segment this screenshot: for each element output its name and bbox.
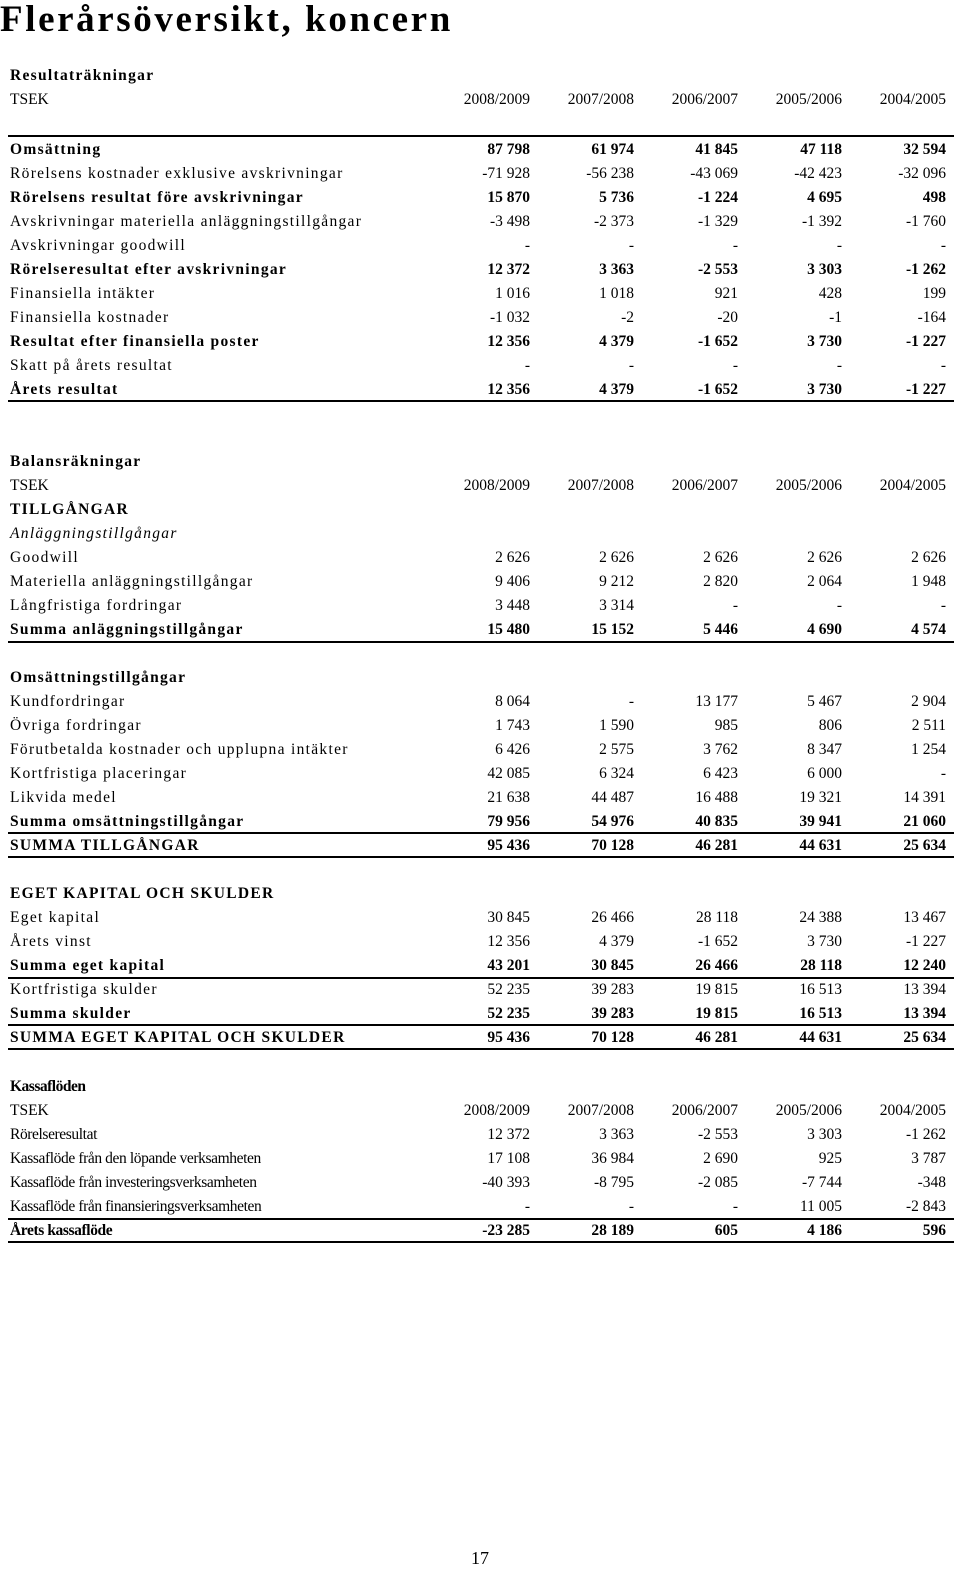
cell-value: 11 005: [799, 1198, 842, 1215]
year-header-row: [0, 474, 960, 498]
row-label: Kassaflöde från finansieringsverksamheten: [10, 1198, 262, 1215]
anl-table: [0, 546, 960, 642]
table-row: [0, 954, 960, 978]
cell-value: 4 379: [599, 933, 634, 950]
cell-value: 16 513: [799, 981, 842, 998]
year-header: 2006/2007: [671, 1102, 738, 1119]
cell-value: 1 948: [911, 573, 946, 590]
cell-value: -1 224: [697, 189, 738, 206]
unit-label: TSEK: [10, 477, 49, 494]
cell-value: 19 815: [695, 1005, 738, 1022]
table-row: [0, 570, 960, 594]
table-row: [0, 1219, 960, 1243]
cell-value: 25 634: [903, 837, 946, 854]
cell-value: 39 283: [591, 981, 634, 998]
cell-value: 5 467: [807, 693, 842, 710]
row-label: Avskrivningar goodwill: [10, 237, 186, 254]
cell-value: 16 513: [799, 1005, 842, 1022]
row-label: Materiella anläggningstillgångar: [10, 573, 254, 590]
kassa-section: [0, 1075, 960, 1123]
cell-value: 26 466: [591, 909, 634, 926]
table-row: [0, 546, 960, 570]
cell-value: -1 262: [905, 1126, 946, 1143]
cell-value: -: [628, 1198, 634, 1215]
cell-value: 3 762: [703, 741, 738, 758]
cell-value: -: [940, 765, 946, 782]
cell-value: 28 118: [800, 957, 842, 974]
kassa-table: [0, 1123, 960, 1243]
row-label: Summa anläggningstillgångar: [10, 621, 244, 638]
cell-value: 3 303: [807, 1126, 842, 1143]
cell-value: -42 423: [794, 165, 842, 182]
cell-value: 2 626: [807, 549, 842, 566]
cell-value: 8 347: [807, 741, 842, 758]
cell-value: 13 467: [903, 909, 946, 926]
row-label: Kundfordringar: [10, 693, 126, 710]
cell-value: 3 730: [807, 333, 842, 350]
resultat-heading-row: [0, 64, 960, 88]
row-label: Summa omsättningstillgångar: [10, 813, 245, 830]
cell-value: 42 085: [487, 765, 530, 782]
table-row: [0, 234, 960, 258]
year-header: 2005/2006: [775, 477, 842, 494]
cell-value: 2 690: [703, 1150, 738, 1167]
cell-value: -1 652: [697, 381, 738, 398]
cell-value: 95 436: [487, 837, 530, 854]
cell-value: -: [524, 237, 530, 254]
cell-value: -: [836, 237, 842, 254]
cell-value: -1 652: [697, 933, 738, 950]
cell-value: 12 240: [903, 957, 946, 974]
cell-value: 79 956: [487, 813, 530, 830]
section-heading: Balansräkningar: [10, 453, 142, 470]
cell-value: -1 227: [905, 933, 946, 950]
year-header-row: [0, 88, 960, 112]
cell-value: 3 363: [599, 261, 634, 278]
cell-value: 9 212: [599, 573, 634, 590]
cell-value: 1 018: [599, 285, 634, 302]
row-label: Förutbetalda kostnader och upplupna intäkter: [10, 741, 349, 758]
table-row: [0, 762, 960, 786]
cell-value: 61 974: [591, 141, 634, 158]
cell-value: 36 984: [591, 1150, 634, 1167]
cell-value: 17 108: [487, 1150, 530, 1167]
row-label: Rörelsens kostnader exklusive avskrivningar: [10, 165, 344, 182]
cell-value: 44 487: [591, 789, 634, 806]
year-header: 2004/2005: [879, 477, 946, 494]
row-label: Rörelseresultat efter avskrivningar: [10, 261, 288, 278]
table-row: [0, 594, 960, 618]
row-label: Långfristiga fordringar: [10, 597, 183, 614]
cell-value: 15 870: [487, 189, 530, 206]
resultat-table: [0, 138, 960, 402]
cell-value: 925: [818, 1150, 842, 1167]
cell-value: 13 394: [903, 1005, 946, 1022]
cell-value: 2 511: [911, 717, 946, 734]
subsection-heading: Anläggningstillgångar: [10, 525, 178, 542]
subsection-heading: TILLGÅNGAR: [10, 501, 129, 518]
divider: [8, 400, 954, 402]
cell-value: 12 372: [487, 261, 530, 278]
cell-value: 41 845: [695, 141, 738, 158]
cell-value: 70 128: [591, 1029, 634, 1046]
cell-value: -2 373: [593, 213, 634, 230]
cell-value: 2 626: [703, 549, 738, 566]
table-row: [0, 906, 960, 930]
cell-value: 806: [818, 717, 842, 734]
cell-value: 4 690: [807, 621, 842, 638]
table-row: [0, 1026, 960, 1050]
year-header: 2006/2007: [671, 91, 738, 108]
oms-heading-row: [0, 666, 960, 690]
balans-heading-row: [0, 450, 960, 474]
table-row: [0, 258, 960, 282]
cell-value: 2 626: [599, 549, 634, 566]
cell-value: -: [732, 1198, 738, 1215]
cell-value: 6 000: [807, 765, 842, 782]
cell-value: 2 064: [807, 573, 842, 590]
divider: [8, 856, 954, 858]
cell-value: 3 730: [807, 933, 842, 950]
page-title: Flerårsöversikt, koncern: [0, 0, 453, 40]
cell-value: -1 227: [905, 333, 946, 350]
cell-value: -32 096: [898, 165, 946, 182]
cell-value: 1 590: [599, 717, 634, 734]
divider: [8, 641, 954, 643]
cell-value: 30 845: [591, 957, 634, 974]
cell-value: 3 787: [911, 1150, 946, 1167]
table-row: [0, 162, 960, 186]
row-label: Årets kassaflöde: [10, 1222, 113, 1239]
cell-value: 21 060: [903, 813, 946, 830]
cell-value: 4 695: [807, 189, 842, 206]
cell-value: 428: [818, 285, 842, 302]
cell-value: 15 152: [591, 621, 634, 638]
cell-value: 3 448: [495, 597, 530, 614]
year-header: 2007/2008: [567, 477, 634, 494]
cell-value: 199: [922, 285, 946, 302]
unit-label: TSEK: [10, 1102, 49, 1119]
cell-value: 8 064: [495, 693, 530, 710]
cell-value: -71 928: [482, 165, 530, 182]
cell-value: -7 744: [801, 1174, 842, 1191]
tillgangar-heading-row: [0, 498, 960, 522]
divider: [8, 977, 954, 979]
row-label: Årets resultat: [10, 381, 119, 398]
cell-value: -2 085: [697, 1174, 738, 1191]
cell-value: 54 976: [591, 813, 634, 830]
cell-value: 4 186: [807, 1222, 842, 1239]
cell-value: -: [940, 357, 946, 374]
year-header: 2007/2008: [567, 1102, 634, 1119]
divider: [8, 1048, 954, 1050]
table-row: [0, 1002, 960, 1026]
row-label: Övriga fordringar: [10, 717, 142, 734]
table-row: [0, 738, 960, 762]
table-row: [0, 690, 960, 714]
year-header: 2007/2008: [567, 91, 634, 108]
divider: [8, 1241, 954, 1243]
cell-value: 14 391: [903, 789, 946, 806]
cell-value: -: [732, 597, 738, 614]
cell-value: 52 235: [487, 981, 530, 998]
row-label: Resultat efter finansiella poster: [10, 333, 260, 350]
cell-value: -1 652: [697, 333, 738, 350]
cell-value: 2 626: [911, 549, 946, 566]
table-row: [0, 138, 960, 162]
row-label: Kortfristiga placeringar: [10, 765, 188, 782]
cell-value: 28 189: [591, 1222, 634, 1239]
cell-value: 4 379: [599, 333, 634, 350]
table-row: [0, 834, 960, 858]
row-label: Eget kapital: [10, 909, 101, 926]
cell-value: -1 760: [905, 213, 946, 230]
cell-value: 12 356: [487, 933, 530, 950]
table-row: [0, 1195, 960, 1219]
row-label: Kassaflöde från investeringsverksamheten: [10, 1174, 257, 1191]
cell-value: 6 423: [703, 765, 738, 782]
cell-value: -23 285: [482, 1222, 530, 1239]
cell-value: -: [836, 357, 842, 374]
cell-value: 46 281: [695, 1029, 738, 1046]
table-row: [0, 210, 960, 234]
table-row: [0, 1171, 960, 1195]
cell-value: 596: [922, 1222, 946, 1239]
cell-value: 19 321: [799, 789, 842, 806]
cell-value: -: [732, 237, 738, 254]
row-label: SUMMA EGET KAPITAL OCH SKULDER: [10, 1029, 346, 1046]
table-row: [0, 930, 960, 954]
cell-value: -1 262: [905, 261, 946, 278]
cell-value: -164: [917, 309, 946, 326]
cell-value: -2 553: [697, 1126, 738, 1143]
cell-value: 6 324: [599, 765, 634, 782]
cell-value: -: [628, 693, 634, 710]
row-label: Finansiella intäkter: [10, 285, 156, 302]
year-header: 2008/2009: [463, 477, 530, 494]
cell-value: -1: [829, 309, 842, 326]
table-row: [0, 354, 960, 378]
cell-value: 39 941: [799, 813, 842, 830]
year-header: 2005/2006: [775, 91, 842, 108]
year-header: 2004/2005: [879, 91, 946, 108]
cell-value: -56 238: [586, 165, 634, 182]
cell-value: 28 118: [695, 909, 738, 926]
row-label: Kortfristiga skulder: [10, 981, 158, 998]
cell-value: -: [940, 597, 946, 614]
cell-value: 3 730: [807, 381, 842, 398]
cell-value: 9 406: [495, 573, 530, 590]
section-heading: Resultaträkningar: [10, 67, 155, 84]
cell-value: 2 626: [495, 549, 530, 566]
cell-value: 21 638: [487, 789, 530, 806]
ek-heading-row: [0, 882, 960, 906]
cell-value: 3 314: [599, 597, 634, 614]
cell-value: -1 227: [905, 381, 946, 398]
row-label: Summa eget kapital: [10, 957, 166, 974]
row-label: Årets vinst: [10, 933, 92, 950]
row-label: Finansiella kostnader: [10, 309, 170, 326]
cell-value: -: [836, 597, 842, 614]
cell-value: -20: [717, 309, 738, 326]
year-header-row: [0, 1099, 960, 1123]
cell-value: 47 118: [800, 141, 842, 158]
cell-value: 4 379: [599, 381, 634, 398]
cell-value: -40 393: [482, 1174, 530, 1191]
cell-value: 52 235: [487, 1005, 530, 1022]
kassa-heading-row: [0, 1075, 960, 1099]
cell-value: 44 631: [799, 1029, 842, 1046]
row-label: Skatt på årets resultat: [10, 357, 173, 374]
anl-heading-row: [0, 522, 960, 546]
cell-value: 6 426: [495, 741, 530, 758]
section-heading: Kassaflöden: [10, 1078, 86, 1095]
cell-value: -43 069: [690, 165, 738, 182]
resultat-section: [0, 64, 960, 112]
row-label: Omsättning: [10, 141, 102, 158]
table-row: [0, 330, 960, 354]
row-label: Rörelseresultat: [10, 1126, 97, 1143]
cell-value: 985: [714, 717, 738, 734]
cell-value: 44 631: [799, 837, 842, 854]
cell-value: 32 594: [903, 141, 946, 158]
cell-value: 16 488: [695, 789, 738, 806]
table-row: [0, 186, 960, 210]
cell-value: 5 446: [703, 621, 738, 638]
cell-value: -1 329: [697, 213, 738, 230]
year-header: 2008/2009: [463, 91, 530, 108]
cell-value: -1 032: [489, 309, 530, 326]
cell-value: 2 575: [599, 741, 634, 758]
subsection-heading: EGET KAPITAL OCH SKULDER: [10, 885, 275, 902]
cell-value: 25 634: [903, 1029, 946, 1046]
row-label: Kassaflöde från den löpande verksamheten: [10, 1150, 261, 1167]
row-label: Summa skulder: [10, 1005, 132, 1022]
row-label: Goodwill: [10, 549, 79, 566]
cell-value: -: [628, 237, 634, 254]
cell-value: -: [732, 357, 738, 374]
cell-value: 3 363: [599, 1126, 634, 1143]
divider: [8, 1218, 954, 1220]
cell-value: 1 254: [911, 741, 946, 758]
table-row: [0, 378, 960, 402]
table-row: [0, 1123, 960, 1147]
cell-value: 30 845: [487, 909, 530, 926]
cell-value: -: [524, 1198, 530, 1215]
cell-value: -3 498: [489, 213, 530, 230]
row-label: Avskrivningar materiella anläggningstillgångar: [10, 213, 363, 230]
cell-value: 13 177: [695, 693, 738, 710]
year-header: 2008/2009: [463, 1102, 530, 1119]
cell-value: 498: [922, 189, 946, 206]
cell-value: 921: [714, 285, 738, 302]
subsection-heading: Omsättningstillgångar: [10, 669, 187, 686]
table-row: [0, 618, 960, 642]
table-row: [0, 786, 960, 810]
cell-value: 46 281: [695, 837, 738, 854]
table-row: [0, 978, 960, 1002]
cell-value: 3 303: [807, 261, 842, 278]
cell-value: -: [628, 357, 634, 374]
cell-value: 12 356: [487, 333, 530, 350]
table-row: [0, 810, 960, 834]
divider: [8, 1024, 954, 1026]
cell-value: 12 372: [487, 1126, 530, 1143]
cell-value: 2 820: [703, 573, 738, 590]
cell-value: 43 201: [487, 957, 530, 974]
cell-value: 12 356: [487, 381, 530, 398]
year-header: 2004/2005: [879, 1102, 946, 1119]
cell-value: 5 736: [599, 189, 634, 206]
row-label: Likvida medel: [10, 789, 117, 806]
cell-value: 26 466: [695, 957, 738, 974]
cell-value: -: [524, 357, 530, 374]
cell-value: -2: [621, 309, 634, 326]
page-number: 17: [471, 1548, 489, 1568]
table-row: [0, 282, 960, 306]
year-header: 2006/2007: [671, 477, 738, 494]
row-label: Rörelsens resultat före avskrivningar: [10, 189, 304, 206]
cell-value: 24 388: [799, 909, 842, 926]
table-row: [0, 714, 960, 738]
cell-value: 40 835: [695, 813, 738, 830]
divider: [8, 832, 954, 834]
cell-value: -: [940, 237, 946, 254]
table-row: [0, 306, 960, 330]
cell-value: 95 436: [487, 1029, 530, 1046]
cell-value: 605: [714, 1222, 738, 1239]
cell-value: 19 815: [695, 981, 738, 998]
cell-value: -2 553: [697, 261, 738, 278]
cell-value: -348: [917, 1174, 946, 1191]
table-row: [0, 1147, 960, 1171]
oms-heading: [0, 666, 960, 690]
cell-value: -2 843: [905, 1198, 946, 1215]
cell-value: -8 795: [593, 1174, 634, 1191]
cell-value: 87 798: [487, 141, 530, 158]
year-header: 2005/2006: [775, 1102, 842, 1119]
balans-section: [0, 450, 960, 546]
divider: [8, 135, 954, 137]
cell-value: 2 904: [911, 693, 946, 710]
cell-value: -1 392: [801, 213, 842, 230]
cell-value: 15 480: [487, 621, 530, 638]
cell-value: 70 128: [591, 837, 634, 854]
cell-value: 4 574: [911, 621, 946, 638]
cell-value: 39 283: [591, 1005, 634, 1022]
cell-value: 1 016: [495, 285, 530, 302]
unit-label: TSEK: [10, 91, 49, 108]
ek-heading: [0, 882, 960, 906]
cell-value: 13 394: [903, 981, 946, 998]
cell-value: 1 743: [495, 717, 530, 734]
row-label: SUMMA TILLGÅNGAR: [10, 837, 200, 854]
